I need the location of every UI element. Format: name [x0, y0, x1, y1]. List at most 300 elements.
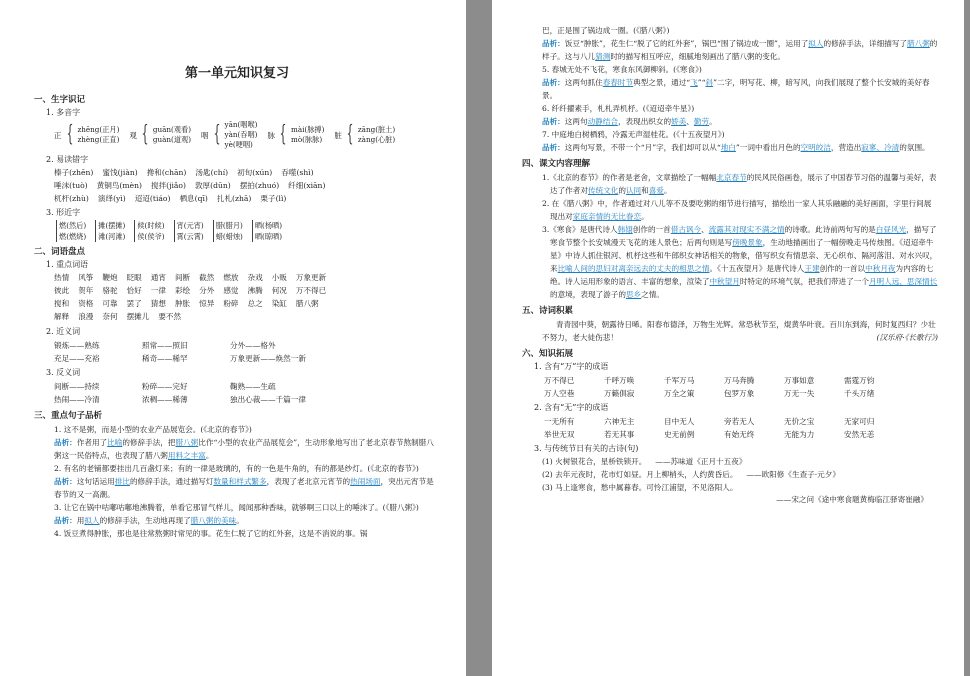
content-item	[542, 171, 938, 197]
polyphone-reading: guàn(道观)	[152, 135, 192, 144]
form-item: 晒(晾晒)	[254, 232, 283, 242]
idiom: 有始无终	[724, 430, 755, 439]
text-fragment: 3.《寒食》是唐代诗人	[542, 225, 618, 234]
text-fragment: ，生动地描画出了一幅傍晚走马传烛图。《迢迢牵牛星》中诗人抓住银河、机杼这些和牛郎织女神话相关的物象，借写织女有情思亲、无心织布、隔河落泪、对水兴叹，来	[550, 238, 938, 273]
answer-highlight: 月明人远、思深情长	[868, 277, 938, 286]
answer-highlight: 王建	[804, 264, 820, 273]
polyphone-char: 观	[129, 130, 137, 140]
analysis-tag: 品析：	[54, 437, 77, 447]
word-item: 通宵	[150, 273, 166, 283]
text-fragment: 。	[236, 515, 244, 525]
idiom: 千呼万唤	[604, 376, 635, 385]
subsection-heading: 1. 多音字	[46, 108, 81, 117]
word-row	[54, 167, 440, 180]
sentence-analysis	[34, 423, 440, 540]
analysis	[542, 76, 938, 102]
poem-source: ——欧阳修《生查子·元夕》	[746, 469, 840, 479]
word-item: 燃放	[223, 273, 239, 283]
sentence: 5. 春城无处不飞花，寒食东风御柳斜。(《寒食》)	[542, 65, 702, 74]
polyphone-group	[201, 120, 257, 150]
word-item: 唾沫(tuò)	[54, 180, 88, 190]
text-fragment: 的修辞手法，详细描写了	[823, 39, 908, 48]
word-item: 初旬(xún)	[237, 168, 273, 177]
pair-item: 万象更新——焕然一新	[230, 353, 306, 363]
analysis	[54, 514, 440, 527]
key-words	[34, 272, 440, 323]
idiom: 安然无恙	[844, 430, 875, 439]
analysis-tag: 品析：	[542, 39, 565, 48]
pair-row	[54, 339, 440, 352]
polyphone-reading: mài(脉搏)	[291, 125, 325, 134]
pair-item: 稀奇——稀罕	[142, 353, 188, 363]
answer-highlight: 猜测	[595, 52, 611, 61]
analysis-tag: 品析：	[542, 117, 565, 126]
section-heading: 五、诗词积累	[522, 306, 574, 316]
word-item: 解释	[54, 311, 70, 321]
answer-highlight: 勤劳	[693, 117, 710, 126]
pair-item: 鞠熟——生疏	[230, 381, 276, 391]
answer-highlight: 热闹场面	[350, 476, 381, 486]
word-item: 惊异	[199, 298, 215, 308]
idiom: 万不得已	[544, 376, 575, 385]
festival-poems	[522, 456, 938, 494]
word-item: 贺年	[78, 286, 94, 296]
answer-highlight: 认同	[625, 186, 642, 195]
answer-highlight: 斜	[705, 78, 714, 87]
word-item: 恰好	[126, 286, 142, 296]
word-item: 腊八粥	[295, 298, 319, 308]
text-fragment: 1.《北京的春节》的作者是老舍，文章描绘了一幅幅	[542, 173, 717, 182]
subsection-heading: 2. 近义词	[46, 326, 81, 336]
subsection-heading: 2. 含有“无”字的成语	[534, 403, 609, 412]
word-item: 纤细(xiān)	[288, 180, 326, 190]
polyphone-options	[153, 125, 191, 145]
answer-highlight: 拟人	[808, 39, 824, 48]
text-fragment: 。	[205, 450, 214, 460]
polyphone-char: 脉	[267, 130, 275, 140]
left-page	[0, 0, 466, 676]
word-item: 万不得已	[295, 286, 327, 296]
form-item: 腊(腊月)	[215, 221, 243, 231]
text-fragment: 的样子。这与八儿	[542, 39, 938, 61]
idiom: 目中无人	[664, 417, 695, 426]
right-page	[492, 0, 964, 676]
word-item: 粉碎	[223, 298, 239, 308]
word-item: 罢了	[126, 298, 142, 308]
text-fragment: 这两句抓住	[564, 78, 603, 87]
polyphone-reading: zàng(心脏)	[357, 135, 396, 144]
text-fragment: ”“	[697, 78, 706, 87]
idiom: 无能为力	[784, 430, 815, 439]
analysis	[54, 475, 440, 501]
form-item: 蜡(蜡烛)	[215, 232, 243, 242]
text-fragment: ，突出元宵节是春节的又一高潮。	[54, 476, 434, 499]
subsection-heading: 3. 与传统节日有关的古诗(句)	[534, 444, 639, 453]
poem-text: (1) 火树银花合，星桥铁锁开。	[542, 457, 647, 466]
pair-item: 分外——格外	[230, 340, 276, 350]
similar-char-list	[56, 220, 440, 242]
sentence: 4. 饭豆煮得肿胀，那也是往常熬粥时常见的事。花生仁脱了它的红外套，这是不消说的事。锅	[54, 528, 368, 538]
word-item: 猜想	[150, 298, 166, 308]
brace-icon: {	[346, 122, 354, 147]
text-fragment: 典型之景，通过“	[633, 78, 691, 87]
form-pair	[56, 220, 86, 242]
word-item: 小贩	[271, 273, 287, 283]
brace-icon: {	[141, 122, 149, 147]
word-item: 搅拌(jiǎo)	[150, 180, 186, 190]
pair-item: 充足——充裕	[54, 353, 100, 363]
text-fragment: 2. 在《腊八粥》中，作者通过对八儿等不及要吃粥的细节进行描写，描绘出一家人其乐融融的美好画面，字里行间展现出对	[542, 199, 932, 221]
idiom: 旁若无人	[724, 417, 755, 426]
pair-row	[54, 380, 440, 393]
antonym-list	[34, 380, 440, 406]
text-fragment: ，表现了老北京元宵节的	[266, 476, 351, 486]
answer-highlight: 腊八粥的美味	[190, 515, 237, 525]
text-fragment: 作者用了	[76, 437, 108, 447]
answer-highlight: 韩翃	[617, 225, 633, 234]
brace-icon: {	[66, 122, 73, 147]
poem	[542, 318, 938, 344]
word-item: 浪漫	[78, 311, 94, 321]
idiom: 若无其事	[604, 430, 635, 439]
answer-highlight: 春春时节	[602, 78, 634, 87]
form-item: 宵(元宵)	[176, 221, 204, 231]
word-item: 间断	[174, 273, 191, 283]
form-item: 燃(然后)	[59, 221, 87, 231]
text-fragment: 。	[663, 186, 672, 195]
polyphone-char: 正	[54, 130, 62, 140]
word-item: 何况	[271, 286, 287, 296]
answer-highlight: 腊八粥	[175, 437, 199, 447]
polyphone-reading: yàn(吞咽)	[224, 130, 258, 139]
word-item: 吞噬(shì)	[281, 168, 314, 177]
answer-highlight: 借古讽今	[670, 225, 702, 234]
text-fragment: 、	[701, 225, 709, 234]
word-item: 栖息(qī)	[179, 193, 208, 203]
word-item: 资格	[78, 298, 94, 308]
idiom: 万籁俱寂	[604, 389, 635, 398]
text-fragment: 的诗歌。此诗前两句写的是	[784, 225, 876, 234]
answer-highlight: 喜爱	[648, 186, 664, 195]
word-row	[54, 285, 440, 298]
word-item: 沸腾	[247, 286, 263, 296]
polyphone-reading: zāng(脏土)	[357, 125, 396, 134]
polyphone-reading: zhēng(正月)	[77, 125, 120, 134]
analysis	[542, 141, 938, 154]
pair-item: 间断——持续	[54, 381, 100, 391]
content-item	[542, 223, 938, 301]
subsection-heading: 1. 含有“万”字的成语	[534, 362, 609, 371]
text-fragment: 创作的一首以	[819, 264, 866, 273]
word-item: 汤匙(chí)	[195, 168, 229, 177]
text-fragment: 这句话运用	[76, 476, 115, 486]
polyphone-reading: yān(咽喉)	[224, 120, 258, 129]
text-fragment: 的民风民俗画卷，展示了中国春节习俗的温馨与美好，表达了作者对	[550, 173, 937, 195]
form-item: 燃(燃烧)	[59, 232, 87, 242]
poem-text: (3) 马上逢寒食，愁中属暮春。可怜江浦望，不见洛阳人。	[542, 482, 738, 492]
word-row	[54, 272, 440, 285]
continued-text: 巴，正是围了锅边成一圈。(《腊八粥》)	[542, 26, 670, 35]
word-item: 要不然	[158, 311, 182, 321]
pair-item: 独出心裁——千篇一律	[230, 394, 306, 404]
word-item: 杌杆(zhù)	[54, 193, 89, 203]
word-item: 奈何	[102, 311, 118, 321]
polyphone-list	[54, 120, 440, 150]
idiom: 万无一失	[784, 389, 815, 398]
text-fragment: 时的描写相互呼应，细腻地刻画出了腊八粥的变化。	[610, 52, 785, 61]
text-fragment: 。	[641, 212, 649, 221]
polyphone-reading: zhèng(正直)	[77, 135, 120, 144]
poem-text: (2) 去年元夜时，花市灯如昼。月上柳梢头，人约黄昏后。	[542, 469, 738, 479]
polyphone-group	[268, 124, 325, 146]
answer-highlight: 比喻人间的思妇对离亲远去的丈夫的相思之情	[557, 264, 710, 273]
text-fragment: 。	[709, 117, 717, 126]
idiom: 需霆万钧	[844, 376, 875, 385]
word-item: 截然	[199, 273, 215, 283]
pair-row	[54, 393, 440, 406]
answer-highlight: 白昼风光	[875, 225, 907, 234]
idiom-row	[544, 415, 938, 428]
text-fragment: 、	[686, 117, 694, 126]
text-fragment: 为内容的七绝。诗人运用形象的语言、丰富的想象，渲染了	[550, 264, 934, 286]
form-pair	[95, 220, 125, 242]
answer-highlight: 傍晚景象	[732, 238, 763, 247]
text-fragment: 时特定的环境气氛，把我们带进了一个	[739, 277, 869, 286]
pair-item: 锻炼——熟练	[54, 340, 100, 350]
form-pair	[174, 220, 204, 242]
word-item: 万象更新	[295, 273, 327, 283]
analysis	[54, 436, 440, 462]
word-item: 蜜饯(jiàn)	[102, 168, 138, 177]
text-fragment: 创作的一首	[632, 225, 671, 234]
sentence: 6. 纤纤擢素手，札札弄机杼。(《迢迢牵牛星》)	[542, 104, 695, 113]
answer-highlight: 动静结合	[587, 117, 618, 126]
pair-item: 照常——照旧	[142, 340, 188, 350]
subsection-heading: 1. 重点词语	[46, 260, 89, 270]
form-item: 候(时候)	[137, 221, 165, 231]
subsection-heading: 3. 反义词	[46, 367, 81, 377]
text-fragment: 的修辞手法，通过描写灯	[129, 476, 214, 486]
analysis	[542, 37, 938, 63]
word-item: 眨眼	[126, 273, 142, 283]
text-fragment: 用	[76, 515, 85, 525]
poem-text: 青青园中葵，朝露待日晞。阳春布德泽，万物生光辉。常恐秋节至，焜黄华叶衰。百川东到海，何时复西归？少壮不努力，老大徒伤悲！	[542, 320, 936, 342]
answer-highlight: 娇美	[671, 117, 687, 126]
text-fragment: 之情。	[641, 290, 664, 299]
easy-misread-list	[34, 167, 440, 205]
idiom: 万事如意	[784, 376, 815, 385]
content-item	[542, 197, 938, 223]
text-fragment: 饭豆“肿胀”，花生仁“脱了它的红外套”，锅巴“围了锅边成一圈”，运用了	[564, 39, 809, 48]
section-heading: 二、词语盘点	[34, 247, 86, 258]
answer-highlight: 拟人	[84, 515, 100, 525]
analysis-tag: 品析：	[542, 78, 565, 87]
form-item: 侯(侯爷)	[137, 232, 165, 242]
text-fragment: 。《十五夜望月》是唐代诗人	[709, 264, 805, 273]
answer-highlight: 北京春节	[716, 173, 747, 182]
word-item: 摆摊儿	[126, 311, 150, 321]
idiom: 万人空巷	[544, 389, 575, 398]
word-item: 感觉	[223, 286, 239, 296]
subsection-heading: 2. 易读错字	[46, 155, 89, 164]
polyphone-char: 脏	[334, 130, 342, 140]
poem-source: (汉乐府·《长歌行》)	[876, 333, 938, 342]
idiom-grid	[522, 415, 938, 441]
word-item: 总之	[247, 298, 263, 308]
idiom: 包罗万象	[724, 389, 755, 398]
idiom: 千军万马	[664, 376, 695, 385]
word-item: 鞭炮	[102, 273, 118, 283]
word-item: 杂戏	[247, 273, 263, 283]
form-pair	[252, 220, 282, 242]
word-item: 分外	[199, 286, 215, 296]
polyphone-group	[129, 124, 191, 146]
word-row	[54, 180, 440, 193]
answer-highlight: 思乡	[625, 290, 642, 299]
sentence: 1. 这不是粥，而是小型的农业产品展览会。(《北京的春节》)	[54, 424, 252, 434]
pair-item: 浓稠——稀薄	[142, 394, 188, 404]
idiom: 举世无双	[544, 430, 575, 439]
form-item: 晒(杨晒)	[254, 221, 283, 231]
idiom-row	[544, 387, 938, 400]
text-fragment: ，营造出	[830, 143, 862, 152]
idiom: 千头万绪	[844, 389, 875, 398]
text-fragment: 的	[618, 186, 626, 195]
word-item: 演绎(yì)	[97, 193, 126, 203]
pair-row	[54, 352, 440, 365]
text-fragment: 和	[641, 186, 649, 195]
idiom-row	[544, 428, 938, 441]
section-heading: 六、知识拓展	[522, 349, 574, 359]
polyphone-group	[334, 124, 395, 146]
word-item: 黄铜鸟(mèn)	[96, 180, 142, 190]
answer-highlight: 用料之丰富	[167, 450, 206, 460]
answer-highlight: 流露其对现实不满之情	[708, 225, 785, 234]
synonym-list	[34, 339, 440, 365]
answer-highlight: 寂寥、冷清	[861, 143, 900, 152]
pair-item: 粉碎——完好	[142, 381, 188, 391]
form-item: 霄(云霄)	[176, 232, 204, 242]
word-row	[54, 311, 440, 324]
polyphone-options	[78, 125, 120, 145]
answer-highlight: 中秋月夜	[865, 264, 896, 273]
polyphone-group	[54, 124, 119, 146]
polyphone-options	[291, 125, 324, 145]
word-item: 热情	[54, 273, 70, 283]
analysis-tag: 品析：	[54, 476, 77, 486]
section-heading: 四、课文内容理解	[522, 159, 591, 169]
form-item: 摊(摆摊)	[98, 221, 126, 231]
word-item: 可靠	[102, 298, 118, 308]
sentence: 7. 中庭地白树栖鸦，冷露无声湿桂花。(《十五夜望月》)	[542, 130, 725, 139]
word-row	[54, 193, 440, 206]
word-item: 敦厚(dūn)	[194, 180, 231, 190]
word-item: 染缸	[271, 298, 287, 308]
idiom-grid	[522, 374, 938, 400]
word-item: 栗子(lì)	[260, 193, 287, 203]
poem-line	[542, 469, 938, 482]
word-row	[54, 298, 440, 311]
word-item: 骆驼	[102, 286, 118, 296]
word-item: 榛子(zhēn)	[54, 168, 94, 177]
answer-highlight: 中秋望月	[709, 277, 740, 286]
answer-highlight: 地白	[720, 143, 736, 152]
idiom: 无价之宝	[784, 417, 815, 426]
polyphone-options	[225, 120, 258, 150]
word-item: 摆拍(zhuó)	[239, 180, 280, 190]
analysis-tag: 品析：	[542, 143, 565, 152]
word-item: 彼此	[54, 286, 70, 296]
word-item: 迢迢(tiáo)	[134, 193, 171, 203]
text-fragment: 的修辞手法，把	[122, 437, 176, 447]
polyphone-reading: guān(观看)	[152, 125, 192, 134]
brace-icon: {	[213, 122, 221, 147]
pair-item: 热闹——冷清	[54, 394, 100, 404]
form-item: 滩(河滩)	[98, 232, 126, 242]
idiom: 万全之策	[664, 389, 695, 398]
idiom: 六神无主	[604, 417, 635, 426]
answer-highlight: 腊八粥	[907, 39, 930, 48]
analysis-tag: 品析：	[54, 515, 77, 525]
answer-highlight: 数量和样式繁多	[213, 476, 267, 486]
poem-line	[542, 482, 938, 495]
text-fragment: 比作“小型的农业产品展览会”，生动形象地写出了老北京春节熬制腊八粥这一民俗特点，也表现了腊八粥	[54, 437, 434, 460]
text-fragment: ，描写了寒食节整个长安城漫天飞花的迷人景色；后两句则是写	[550, 225, 937, 247]
text-fragment: 的修辞手法，生动地再现了	[99, 515, 191, 525]
poem-source: ——宋之问《途中寒食题黄梅临江驿寄崔融》	[776, 495, 928, 505]
word-item: 扎札(zhā)	[216, 193, 252, 203]
text-fragment: ”一词中看出月色的	[735, 143, 801, 152]
form-pair	[134, 220, 164, 242]
sentence: 2. 有名的老铺都要挂出几百盏灯来；有的一律是玻璃的，有的一色是牛角的，有的都是纱灯。(《北京的春节》)	[54, 463, 419, 473]
word-item: 彩绘	[174, 286, 191, 296]
text-fragment: ，表现出织女的	[617, 117, 672, 126]
word-item: 风筝	[78, 273, 94, 283]
polyphone-reading: yè(哽咽)	[224, 140, 253, 149]
text-fragment: 这两句写景，不带一个“月”字，我们却可以从“	[564, 143, 721, 152]
word-item: 搀和(chān)	[146, 168, 187, 177]
polyphone-options	[358, 125, 395, 145]
answer-highlight: 家庭亲情的无比眷恋	[572, 212, 642, 221]
text-fragment: 的氛围。	[899, 143, 930, 152]
answer-highlight: 飞	[690, 78, 698, 87]
idiom-row	[544, 374, 938, 387]
section-heading: 三、重点句子品析	[34, 410, 103, 421]
sentence: 3. 让它在锅中咕嘟咕嘟地沸腾着，单看它那冒气样儿，闻闻那种香味，就够啊三口以上的唾沫了。(《腊八粥》)	[54, 502, 419, 512]
idiom: 无家可归	[844, 417, 875, 426]
word-item: 肿胀	[174, 298, 191, 308]
answer-highlight: 空明皎洁	[800, 143, 831, 152]
answer-highlight: 比喻	[107, 437, 123, 447]
idiom: 史无前例	[664, 430, 695, 439]
analysis	[542, 115, 938, 128]
word-item: 一律	[150, 286, 166, 296]
word-item: 搅和	[54, 298, 70, 308]
brace-icon: {	[279, 122, 287, 147]
text-fragment: ”二字，明写花、柳，暗写风，向我们展现了整个长安城的美好春景。	[542, 78, 930, 100]
text-fragment: 的意境，表现了游子的	[550, 290, 626, 299]
page-title: 第一单元知识复习	[184, 66, 289, 81]
polyphone-char: 咽	[201, 130, 209, 140]
form-pair	[213, 220, 243, 242]
answer-highlight: 排比	[114, 476, 130, 486]
section-heading: 一、生字识记	[34, 95, 86, 105]
answer-highlight: 传统文化	[587, 186, 619, 195]
idiom: 一无所有	[544, 417, 575, 426]
subsection-heading: 3. 形近字	[46, 208, 81, 218]
text-fragment: 这两句	[564, 117, 588, 126]
poem-line	[542, 456, 938, 469]
